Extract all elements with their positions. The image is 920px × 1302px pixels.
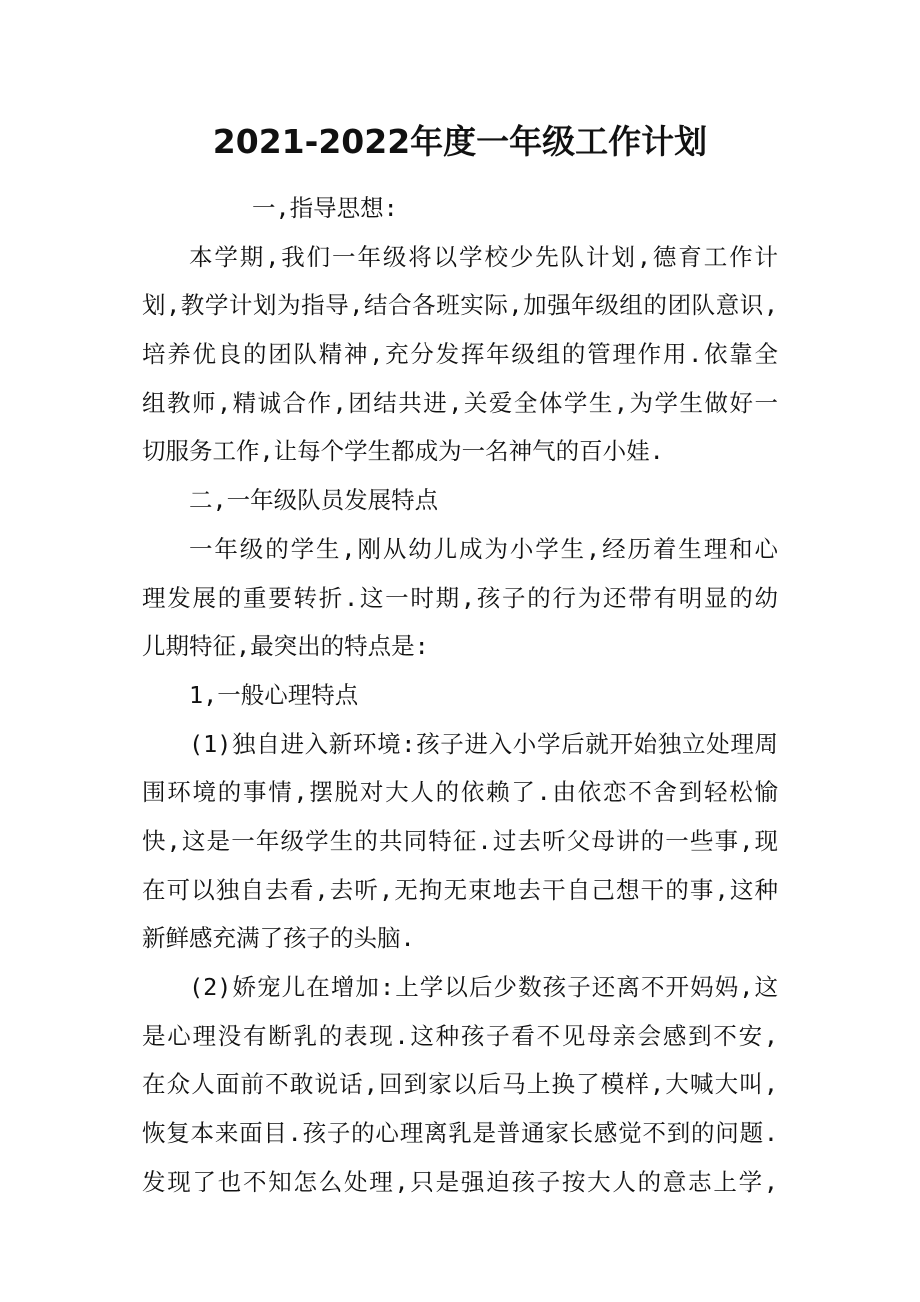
body-line: 本学期,我们一年级将以学校少先队计划,德育工作计 [189, 242, 778, 271]
body-line: 划,教学计划为指导,结合各班实际,加强年级组的团队意识, [142, 291, 778, 320]
body-line: 一,指导思想: [252, 194, 398, 222]
body-line: 儿期特征,最突出的特点是: [142, 632, 429, 661]
body-line: 在众人面前不敢说话,回到家以后马上换了模样,大喊大叫, [142, 1070, 778, 1099]
body-line: 1,一般心理特点 [189, 680, 359, 709]
body-line: 发现了也不知怎么处理,只是强迫孩子按大人的意志上学, [142, 1167, 778, 1196]
body-line: 培养优良的团队精神,充分发挥年级组的管理作用.依靠全 [142, 340, 778, 369]
body-line: 围环境的事情,摆脱对大人的依赖了.由依恋不舍到轻松愉 [142, 778, 778, 807]
body-line: (1)独自进入新环境:孩子进入小学后就开始独立处理周 [189, 729, 778, 758]
document-body [142, 184, 778, 1206]
body-line: (2)娇宠儿在增加:上学以后少数孩子还离不开妈妈,这 [189, 973, 778, 1001]
body-line: 新鲜感充满了孩子的头脑. [142, 924, 415, 953]
body-line: 二,一年级队员发展特点 [189, 486, 439, 515]
body-line: 是心理没有断乳的表现.这种孩子看不见母亲会感到不安, [142, 1021, 778, 1050]
body-line: 切服务工作,让每个学生都成为一名神气的百小娃. [142, 437, 664, 466]
body-line: 一年级的学生,刚从幼儿成为小学生,经历着生理和心 [189, 534, 778, 563]
body-line: 理发展的重要转折.这一时期,孩子的行为还带有明显的幼 [142, 583, 778, 612]
body-line: 在可以独自去看,去听,无拘无束地去干自己想干的事,这种 [142, 875, 778, 904]
body-line: 组教师,精诚合作,团结共进,关爱全体学生,为学生做好一 [142, 388, 778, 417]
document-title: 2021-2022年度一年级工作计划 [212, 122, 708, 161]
body-line: 快,这是一年级学生的共同特征.过去听父母讲的一些事,现 [142, 826, 778, 855]
body-line: 恢复本来面目.孩子的心理离乳是普通家长感觉不到的问题. [142, 1119, 778, 1148]
